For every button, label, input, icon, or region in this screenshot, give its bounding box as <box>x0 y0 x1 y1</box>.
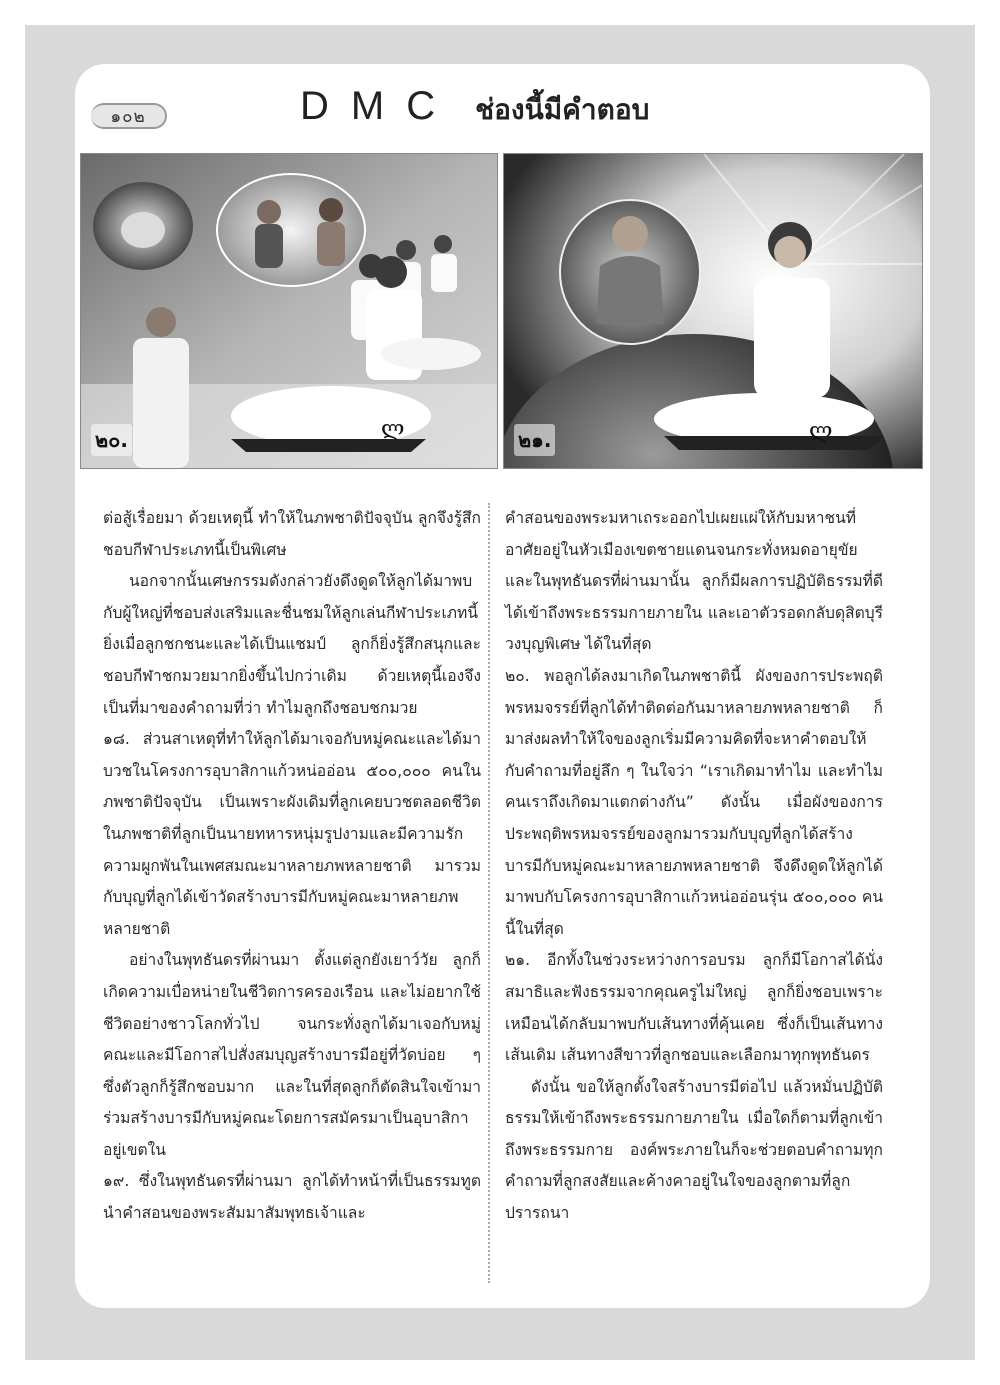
paragraph: ๒๑. อีกทั้งในช่วงระหว่างการอบรม ลูกก็มีโอกาสได้นั่งสมาธิและฟังธรรมจากคุณครูไม่ใหญ่ ลูกก็ยิ่งชอบเพราะเหมือนได้กลับมาพบกับเส้นทางที่คุ้นเคย ซึ่งก็เป็นเส้นทางเส้นเดิม เส้นทางสีขาวที่ลูกชอบและเลือกมาทุกพุทธันดร <box>505 951 883 1065</box>
page-header <box>300 84 649 134</box>
paragraph: ๒๐. พอลูกได้ลงมาเกิดในภพชาตินี้ ผังของการประพฤติพรหมจรรย์ที่ลูกได้ทำติดต่อกันมาหลายภพหลายชาติ ก็มาส่งผลทำให้ใจของลูกเริ่มมีความคิดที่จะหาคำตอบให้กับคำถามที่อยู่ลึก ๆ ในใจว่า “เราเกิดมาทำไม และทำไมคนเราถึงเกิดมาแตกต่างกัน” ดังนั้น เมื่อผังของการประพฤติพรหมจรรย์ของลูกมารวมกับบุญที่ลูกได้สร้างบารมีกับหมู่คณะมาหลายภพหลายชาติ จึงดึงดูดให้ลูกได้มาพบกับโครงการอุบาสิกาแก้วหน่ออ่อนรุ่น ๕๐๐,๐๐๐ คนนี้ในที่สุด <box>505 666 883 938</box>
section-title: ช่องนี้มีคำตอบ <box>475 93 650 126</box>
page-number-badge <box>91 103 167 129</box>
illustration-21-art <box>504 154 923 469</box>
page-number: ๑๐๒ <box>110 106 146 127</box>
figure-label: ๒๑. <box>514 424 555 456</box>
svg-text:ლ: ლ <box>381 417 405 442</box>
svg-text:ლ: ლ <box>809 419 833 444</box>
paragraph: คำสอนของพระมหาเถระออกไปเผยแผ่ให้กับมหาชนที่อาศัยอยู่ในหัวเมืองเขตชายแดนจนกระทั่งหมดอายุขัย และในพุทธันดรที่ผ่านมานั้น ลูกก็มีผลการปฏิบัติธรรมที่ดี ได้เข้าถึงพระธรรมกายภายใน และเอาตัวรอดกลับดุสิตบุรี วงบุญพิเศษ ได้ในที่สุด <box>505 509 883 654</box>
illustration-20 <box>80 153 498 469</box>
paragraph: ต่อสู้เรื่อยมา ด้วยเหตุนี้ ทำให้ในภพชาติปัจจุบัน ลูกจึงรู้สึกชอบกีฬาประเภทนี้เป็นพิเศษ <box>103 509 481 559</box>
brand-title: DMC <box>300 84 458 128</box>
paragraph: ๑๙. ซึ่งในพุทธันดรที่ผ่านมา ลูกได้ทำหน้าที่เป็นธรรมทูตนำคำสอนของพระสัมมาสัมพุทธเจ้าและ <box>103 1172 481 1223</box>
paragraph: ดังนั้น ขอให้ลูกตั้งใจสร้างบารมีต่อไป แล้วหมั่นปฏิบัติธรรมให้เข้าถึงพระธรรมกายภายใน เมื่อใดก็ตามที่ลูกเข้าถึงพระธรรมกาย องค์พระภายในก็จะช่วยตอบคำถามทุกคำถามที่ลูกสงสัยและค้างคาอยู่ในใจของลูกตามที่ลูกปรารถนา <box>505 1077 883 1223</box>
paragraph: อย่างในพุทธันดรที่ผ่านมา ตั้งแต่ลูกยังเยาว์วัย ลูกก็เกิดความเบื่อหน่ายในชีวิตการครองเรือน และไม่อยากใช้ชีวิตอย่างชาวโลกทั่วไป จนกระทั่งลูกได้มาเจอกับหมู่คณะและมีโอกาสไปสั่งสมบุญสร้างบารมีอยู่ที่วัดบ่อย ๆ ซึ่งตัวลูกก็รู้สึกชอบมาก และในที่สุดลูกก็ตัดสินใจเข้ามาร่วมสร้างบารมีกับหมู่คณะโดยการสมัครมาเป็นอุบาสิกาอยู่เขตใน <box>103 951 481 1159</box>
illustration-21 <box>503 153 923 469</box>
right-column <box>505 503 883 1230</box>
paragraph: ๑๘. ส่วนสาเหตุที่ทำให้ลูกได้มาเจอกับหมู่คณะและได้มาบวชในโครงการอุบาสิกาแก้วหน่ออ่อน ๕๐๐,๐๐๐ คนในภพชาติปัจจุบัน เป็นเพราะผังเดิมที่ลูกเคยบวชตลอดชีวิตในภพชาติที่ลูกเป็นนายทหารหนุ่มรูปงามและมีความรักความผูกพันในเพศสมณะมาหลายภพหลายชาติ มารวมกับบุญที่ลูกได้เข้าวัดสร้างบารมีกับหมู่คณะมาหลายภพหลายชาติ <box>103 730 481 938</box>
figure-label: ๒๐. <box>91 424 132 456</box>
illustration-20-art <box>81 154 498 469</box>
column-divider <box>488 503 490 1283</box>
paragraph: นอกจากนั้นเศษกรรมดังกล่าวยังดึงดูดให้ลูกได้มาพบกับผู้ใหญ่ที่ชอบส่งเสริมและชื่นชมให้ลูกเล่นกีฬาประเภทนี้ ยิ่งเมื่อลูกชกชนะและได้เป็นแชมป์ ลูกก็ยิ่งรู้สึกสนุกและชอบกีฬาชกมวยมากยิ่งขึ้นไปกว่าเดิม ด้วยเหตุนี้เองจึงเป็นที่มาของคำถามที่ว่า ทำไมลูกถึงชอบชกมวย <box>103 572 481 717</box>
left-column <box>103 503 481 1230</box>
